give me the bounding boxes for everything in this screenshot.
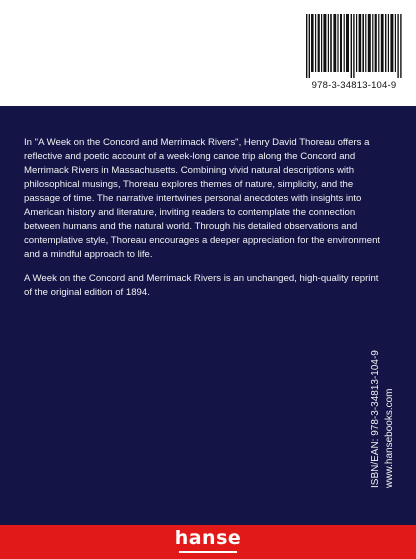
description-panel	[0, 106, 416, 525]
barcode-isbn-text: 978-3-34813-104-9	[311, 80, 397, 91]
publisher-band	[0, 525, 416, 559]
top-band	[0, 0, 416, 106]
side-vertical-text	[369, 288, 409, 488]
hanse-logo: hanse	[174, 527, 242, 549]
side-isbn-ean: ISBN/EAN: 978-3-34813-104-9	[370, 350, 381, 488]
description-paragraph-2: A Week on the Concord and Merrimack Rivers is an unchanged, high-quality reprint of the original edition of 1894.	[24, 273, 379, 298]
barcode-image	[306, 14, 402, 78]
book-description	[24, 136, 384, 310]
logo-underline	[179, 551, 237, 553]
side-website: www.hansebooks.com	[384, 388, 395, 488]
description-paragraph-1: In "A Week on the Concord and Merrimack Rivers", Henry David Thoreau offers a reflective and poetic account of a week-long canoe trip along the Concord and Merrimack Rivers in Massachusetts. Combining vivid natural descriptions with philosophical musings, Thoreau explores themes of nature, simplicity, and the passage of time. The narrative intertwines personal anecdotes with insights into American history and literature, inviting readers to contemplate the connection between humans and the natural world. Through his detailed observations and contemplative style, Thoreau encourages a deeper appreciation for the environment and a mindful approach to life.	[24, 137, 381, 260]
barcode-box	[304, 14, 404, 96]
